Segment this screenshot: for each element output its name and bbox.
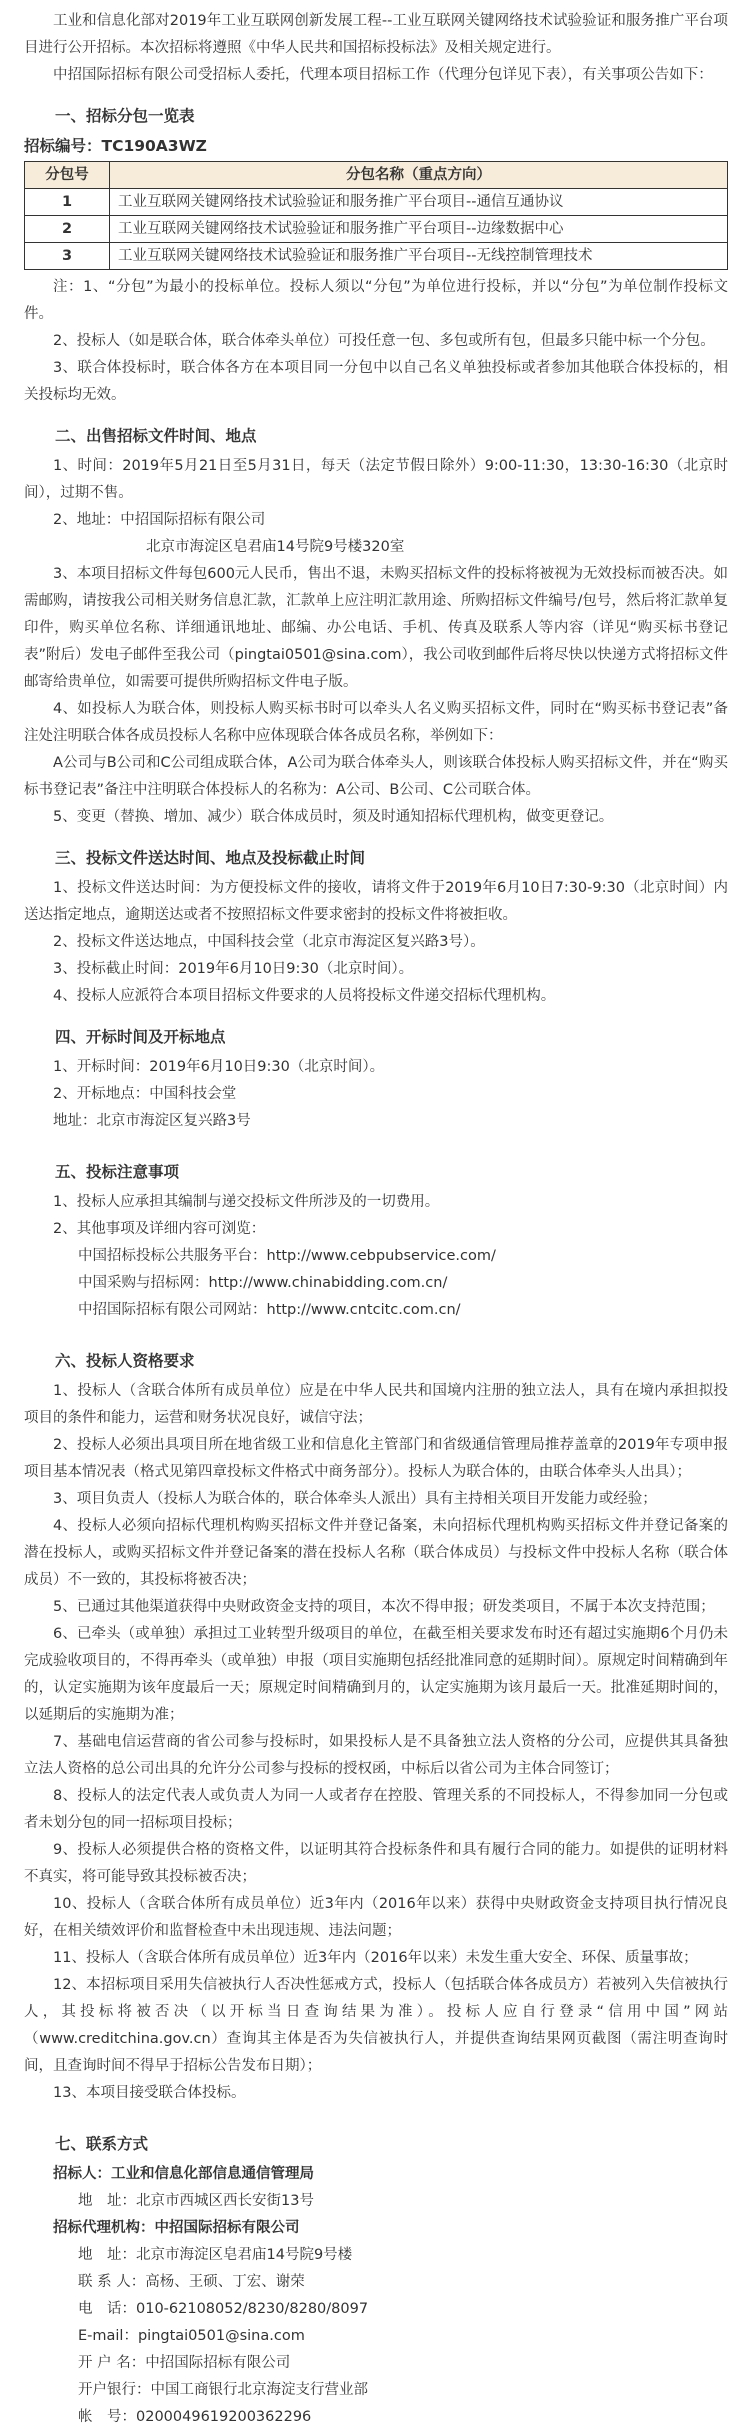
tenderer-address: 地 址：北京市西城区西长安街13号	[78, 2193, 314, 2209]
table-header-row	[25, 162, 728, 189]
sale-address-line: 北京市海淀区皂君庙14号院9号楼320室	[146, 539, 405, 555]
list-item: 1、开标时间：2019年6月10日9:30（北京时间）。	[53, 1059, 385, 1075]
package-no: 1	[25, 189, 110, 216]
section-title: 一、招标分包一览表	[55, 107, 195, 125]
list-item: 2、开标地点：中国科技会堂	[53, 1086, 237, 1102]
list-item: 12、本招标项目采用失信被执行人否决性惩戒方式，投标人（包括联合体各成员方）若被列入失信被执行人，其投标将被否决（以开标当日查询结果为准）。投标人应自行登录“信用中国”网站（www.creditchina.gov.cn）查询其主体是否为失信被执行人，并提供查询结果网页截图（需注明查询时间，且查询时间不得早于招标公告发布日期）；	[24, 1977, 728, 2074]
list-item: 3、本项目招标文件每包600元人民币，售出不退，未购买招标文件的投标将被视为无效投标而被否决。如需邮购，请按我公司相关财务信息汇款，汇款单上应注明汇款用途、所购招标文件编号/包号，然后将汇款单复印件，购买单位名称、详细通讯地址、邮编、办公电话、手机、传真及联系人等内容（详见“购买标书登记表”附后）发电子邮件至我公司（pingtai0501@sina.com），我公司收到邮件后将尽快以快递方式将招标文件邮寄给贵单位，如需要可提供所购招标文件电子版。	[24, 566, 728, 690]
tender-code: 招标编号：TC190A3WZ	[24, 137, 207, 155]
list-item: 3、投标截止时间：2019年6月10日9:30（北京时间）。	[53, 961, 414, 977]
section-title: 五、投标注意事项	[55, 1163, 180, 1181]
table-row	[25, 189, 728, 216]
intro-paragraph: 中招国际招标有限公司受招标人委托，代理本项目招标工作（代理分包详见下表），有关事项公告如下：	[53, 67, 713, 83]
list-item: 5、变更（替换、增加、减少）联合体成员时，须及时通知招标代理机构，做变更登记。	[53, 809, 614, 825]
list-item: 10、投标人（含联合体所有成员单位）近3年内（2016年以来）获得中央财政资金支持项目执行情况良好，在相关绩效评价和监督检查中未出现违规、违法问题；	[24, 1896, 728, 1939]
note: 2、投标人（如是联合体，联合体牵头单位）可投任意一包、多包或所有包，但最多只能中标一个分包。	[53, 333, 715, 349]
note: 注：1、“分包”为最小的投标单位。投标人须以“分包”为单位进行投标，并以“分包”为单位制作投标文件。	[24, 279, 728, 322]
agent-address: 地 址：北京市海淀区皂君庙14号院9号楼	[78, 2247, 353, 2263]
table-row	[25, 243, 728, 270]
section-title: 二、出售招标文件时间、地点	[55, 427, 257, 445]
list-item: 4、投标人应派符合本项目招标文件要求的人员将投标文件递交招标代理机构。	[53, 988, 556, 1004]
header-package-no: 分包号	[25, 162, 110, 189]
sale-time: 1、时间：2019年5月21日至5月31日，每天（法定节假日除外）9:00-11:30，13:30-16:30（北京时间），过期不售。	[24, 458, 728, 501]
tenderer-name: 招标人：工业和信息化部信息通信管理局	[53, 2166, 314, 2182]
package-no: 2	[25, 216, 110, 243]
section-title: 七、联系方式	[55, 2135, 149, 2153]
package-name: 工业互联网关键网络技术试验验证和服务推广平台项目--通信互通协议	[110, 189, 728, 216]
list-item: 6、已牵头（或单独）承担过工业转型升级项目的单位，在截至相关要求发布时还有超过实施期6个月仍未完成验收项目的，不得再牵头（或单独）申报（项目实施期包括经批准同意的延期时间）。原规定时间精确到年的，认定实施期为该年度最后一天；原规定时间精确到月的，认定实施期为该月最后一天。批准延期时间的，以延期后的实施期为准；	[24, 1626, 728, 1723]
agent-email[interactable]: E-mail：pingtai0501@sina.com	[78, 2328, 305, 2344]
list-item: 3、项目负责人（投标人为联合体的，联合体牵头人派出）具有主持相关项目开发能力或经验；	[53, 1491, 657, 1507]
list-item: 11、投标人（含联合体所有成员单位）近3年内（2016年以来）未发生重大安全、环保、质量事故；	[53, 1950, 698, 1966]
section-title: 三、投标文件送达时间、地点及投标截止时间	[55, 849, 366, 867]
agent-contacts: 联 系 人：高杨、王硕、丁宏、谢荣	[78, 2274, 305, 2290]
agent-bank: 开户银行：中国工商银行北京海淀支行营业部	[78, 2382, 368, 2398]
agent-account-name: 开 户 名：中招国际招标有限公司	[78, 2355, 291, 2371]
agent-name: 招标代理机构：中招国际招标有限公司	[53, 2220, 300, 2236]
list-item: 1、投标文件送达时间：为方便投标文件的接收，请将文件于2019年6月10日7:30-9:30（北京时间）内送达指定地点，逾期送达或者不按照招标文件要求密封的投标文件将被拒收。	[24, 880, 728, 923]
header-package-name: 分包名称（重点方向）	[110, 162, 728, 189]
section-title: 六、投标人资格要求	[55, 1352, 195, 1370]
opening-address: 地址：北京市海淀区复兴路3号	[53, 1113, 251, 1129]
note: 3、联合体投标时，联合体各方在本项目同一分包中以自己名义单独投标或者参加其他联合体投标的，相关投标均无效。	[24, 360, 728, 403]
agent-phone: 电 话：010-62108052/8230/8280/8097	[78, 2301, 369, 2317]
website-link[interactable]: 中国采购与招标网：http://www.chinabidding.com.cn/	[78, 1275, 448, 1291]
package-table	[24, 161, 728, 270]
list-item: 4、如投标人为联合体，则投标人购买标书时可以牵头人名义购买招标文件，同时在“购买标书登记表”备注处注明联合体各成员投标人名称中应体现联合体各成员名称，举例如下：	[24, 701, 728, 744]
package-name: 工业互联网关键网络技术试验验证和服务推广平台项目--无线控制管理技术	[110, 243, 728, 270]
website-link[interactable]: 中招国际招标有限公司网站：http://www.cntcitc.com.cn/	[78, 1302, 461, 1318]
list-item: 8、投标人的法定代表人或负责人为同一人或者存在控股、管理关系的不同投标人，不得参加同一分包或者未划分包的同一招标项目投标；	[24, 1788, 728, 1831]
agent-account-number: 帐 号：0200049619200362296	[78, 2409, 312, 2425]
list-item: 4、投标人必须向招标代理机构购买招标文件并登记备案，未向招标代理机构购买招标文件并登记备案的潜在投标人，或购买招标文件并登记备案的潜在投标人名称（联合体成员）与投标文件中投标人名称（联合体成员）不一致的，其投标将被否决；	[24, 1518, 728, 1588]
list-item: 1、投标人应承担其编制与递交投标文件所涉及的一切费用。	[53, 1194, 440, 1210]
list-item: 5、已通过其他渠道获得中央财政资金支持的项目，本次不得申报；研发类项目，不属于本次支持范围；	[53, 1599, 715, 1615]
list-item: 13、本项目接受联合体投标。	[53, 2085, 246, 2101]
intro-paragraph: 工业和信息化部对2019年工业互联网创新发展工程--工业互联网关键网络技术试验验证和服务推广平台项目进行公开招标。本次招标将遵照《中华人民共和国招标投标法》及相关规定进行。	[24, 13, 728, 56]
list-item: 9、投标人必须提供合格的资格文件，以证明其符合投标条件和具有履行合同的能力。如提供的证明材料不真实，将可能导致其投标被否决；	[24, 1842, 728, 1885]
website-link[interactable]: 中国招标投标公共服务平台：http://www.cebpubservice.com/	[78, 1248, 496, 1264]
package-name: 工业互联网关键网络技术试验验证和服务推广平台项目--边缘数据中心	[110, 216, 728, 243]
list-item: 2、其他事项及详细内容可浏览：	[53, 1221, 266, 1237]
list-item: 1、投标人（含联合体所有成员单位）应是在中华人民共和国境内注册的独立法人，具有在境内承担拟投项目的条件和能力，运营和财务状况良好，诚信守法；	[24, 1383, 728, 1426]
sale-address-label: 2、地址：中招国际招标有限公司	[53, 512, 266, 528]
list-item: 2、投标人必须出具项目所在地省级工业和信息化主管部门和省级通信管理局推荐盖章的2019年专项申报项目基本情况表（格式见第四章投标文件格式中商务部分）。投标人为联合体的，由联合体牵头人出具）；	[24, 1437, 728, 1480]
table-row	[25, 216, 728, 243]
list-item: 2、投标文件送达地点，中国科技会堂（北京市海淀区复兴路3号）。	[53, 934, 485, 950]
list-item: A公司与B公司和C公司组成联合体，A公司为联合体牵头人，则该联合体投标人购买招标文件，并在“购买标书登记表”备注中注明联合体投标人的名称为：A公司、B公司、C公司联合体。	[24, 755, 728, 798]
section-title: 四、开标时间及开标地点	[55, 1028, 226, 1046]
package-no: 3	[25, 243, 110, 270]
list-item: 7、基础电信运营商的省公司参与投标时，如果投标人是不具备独立法人资格的分公司，应提供其具备独立法人资格的总公司出具的允许分公司参与投标的授权函，中标后以省公司为主体合同签订；	[24, 1734, 728, 1777]
